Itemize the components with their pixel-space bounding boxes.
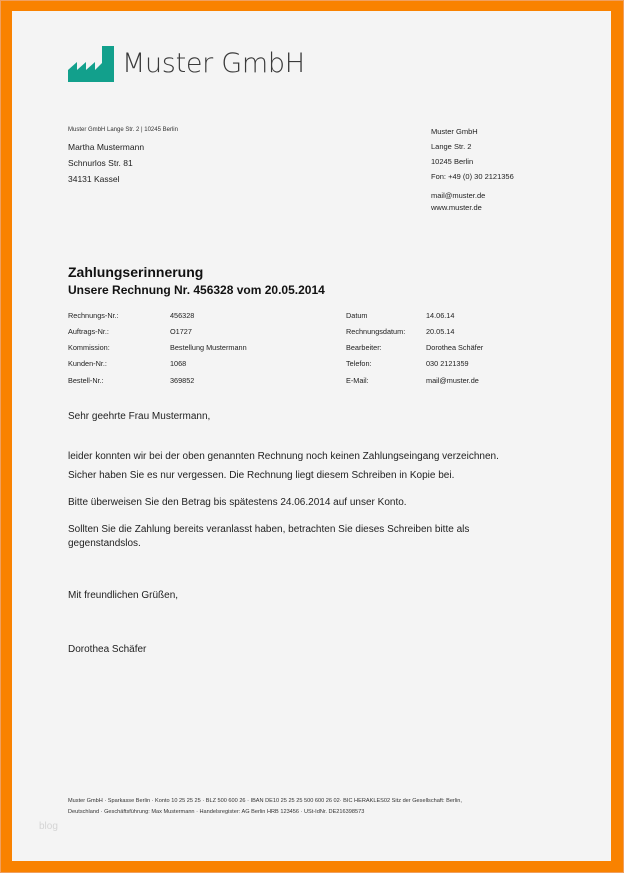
company-logo (68, 46, 305, 82)
salutation: Sehr geehrte Frau Mustermann, (68, 411, 211, 422)
recipient-name: Martha Mustermann (68, 142, 145, 152)
detail-label: Datum (346, 311, 368, 320)
detail-label: Kunden-Nr.: (68, 359, 107, 368)
company-info-block (431, 124, 514, 214)
detail-value: 456328 (170, 311, 195, 320)
detail-label: Rechnungs-Nr.: (68, 311, 119, 320)
detail-value: 030 2121359 (426, 359, 469, 368)
company-name: Muster GmbH (431, 127, 478, 136)
detail-label: Auftrags-Nr.: (68, 327, 109, 336)
detail-value: mail@muster.de (426, 376, 479, 385)
detail-label: Bestell-Nr.: (68, 376, 104, 385)
detail-value: 1068 (170, 359, 187, 368)
sender-return-line: Muster GmbH Lange Str. 2 | 10245 Berlin (68, 127, 178, 133)
detail-value: Dorothea Schäfer (426, 343, 484, 352)
footer-line-2: Deutschland · Geschäftsführung: Max Mustermann · Handelsregister: AG Berlin HRB 123456 · USt-IdNr. DE216398573 (68, 809, 365, 815)
paragraph-1-line-1: leider konnten wir bei der oben genannten Rechnung noch keinen Zahlungseingang verzeichnen. (68, 451, 499, 462)
letter-subtitle: Unsere Rechnung Nr. 456328 vom 20.05.2014 (68, 283, 325, 297)
recipient-street: Schnurlos Str. 81 (68, 158, 133, 168)
letter-title: Zahlungserinnerung (68, 264, 204, 280)
signature: Dorothea Schäfer (68, 644, 147, 655)
detail-value: O1727 (170, 327, 192, 336)
detail-value: 14.06.14 (426, 311, 455, 320)
closing: Mit freundlichen Grüßen, (68, 590, 179, 601)
detail-value: 369852 (170, 376, 195, 385)
company-name-logo: Muster GmbH (122, 48, 305, 79)
company-website: www.muster.de (431, 203, 482, 212)
letter-page (12, 11, 611, 861)
paragraph-2: Bitte überweisen Sie den Betrag bis spätestens 24.06.2014 auf unser Konto. (68, 497, 407, 508)
footer-line-1: Muster GmbH · Sparkasse Berlin · Konto 10 25 25 25 · BLZ 500 600 26 · IBAN DE10 25 25 25 500 600 26 02· BIC HERAKLES02 Sitz der Gesellschaft: Berlin, (68, 798, 462, 804)
paragraph-3-line-1: Sollten Sie die Zahlung bereits veranlasst haben, betrachten Sie dieses Schreiben bitte als (68, 524, 470, 535)
watermark: blog (39, 821, 58, 832)
recipient-city: 34131 Kassel (68, 174, 120, 184)
detail-label: Bearbeiter: (346, 343, 382, 352)
recipient-address (68, 139, 144, 187)
detail-label: Rechnungsdatum: (346, 327, 406, 336)
detail-label: E-Mail: (346, 376, 369, 385)
company-street: Lange Str. 2 (431, 142, 472, 151)
detail-value: Bestellung Mustermann (170, 343, 247, 352)
detail-label: Telefon: (346, 359, 372, 368)
footer (68, 796, 462, 818)
detail-value: 20.05.14 (426, 327, 455, 336)
company-city: 10245 Berlin (431, 157, 474, 166)
paragraph-1-line-2: Sicher haben Sie es nur vergessen. Die Rechnung liegt diesem Schreiben in Kopie bei. (68, 470, 455, 481)
paragraph-3-line-2: gegenstandslos. (68, 538, 141, 549)
factory-icon (68, 46, 114, 82)
company-phone: Fon: +49 (0) 30 2121356 (431, 172, 514, 181)
company-email: mail@muster.de (431, 191, 486, 200)
detail-label: Kommission: (68, 343, 110, 352)
